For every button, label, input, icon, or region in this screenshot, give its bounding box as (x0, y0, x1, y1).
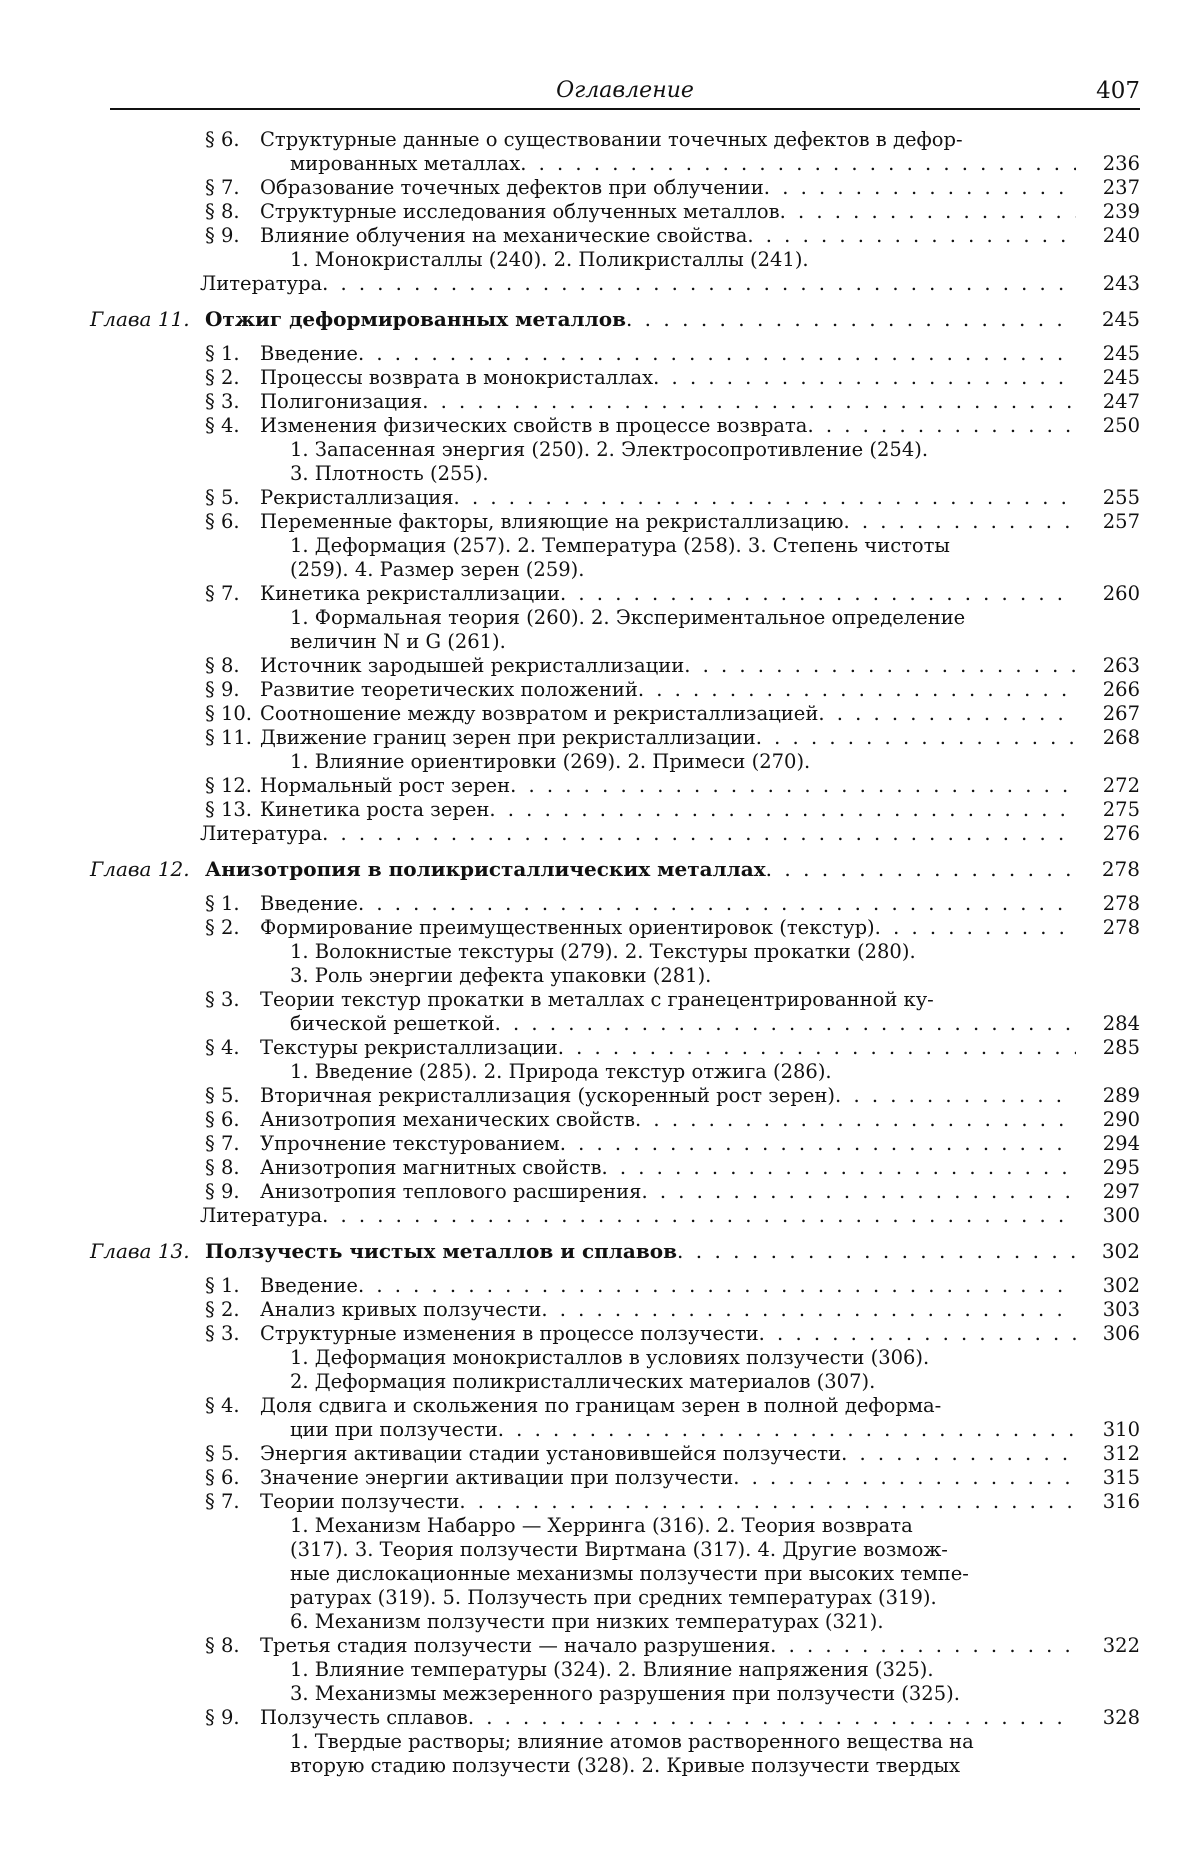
leader-dots: . . . . . . . . . . . . . . . . . . (747, 224, 1076, 248)
entry-text: 1. Деформация (257). 2. Температура (258). 3. Степень чистоты (290, 534, 950, 558)
toc-entry (90, 988, 1140, 1012)
leader-dots (937, 1586, 1076, 1610)
entry-page: 297 (1080, 1180, 1140, 1204)
leader-dots: . . . . . . . . . . . . . . . . . (766, 856, 1076, 882)
toc-entry (90, 582, 1140, 606)
entry-page: 316 (1080, 1490, 1140, 1514)
entry-page: 278 (1080, 916, 1140, 940)
leader-dots (506, 630, 1076, 654)
entry-text: 1. Твердые растворы; влияние атомов растворенного вещества на (290, 1730, 974, 1754)
leader-dots (941, 1394, 1076, 1418)
entry-page: 243 (1080, 272, 1140, 296)
chapter-page: 278 (1080, 856, 1140, 882)
entry-text: 1. Формальная теория (260). 2. Экспериментальное определение (290, 606, 965, 630)
section-number: § 12. (205, 774, 260, 798)
leader-dots (584, 558, 1076, 582)
leader-dots (974, 1730, 1076, 1754)
toc-subentry (90, 438, 1140, 462)
leader-dots: . . . . . . . . . . . . . . . . (780, 200, 1076, 224)
entry-text: Введение (260, 892, 358, 916)
section-number: § 8. (205, 200, 260, 224)
entry-text: Развитие теоретических положений (260, 678, 638, 702)
toc-entry (90, 176, 1140, 200)
entry-text: Теории ползучести (260, 1490, 459, 1514)
entry-page: 275 (1080, 798, 1140, 822)
section-number: § 9. (205, 678, 260, 702)
toc-entry (90, 1634, 1140, 1658)
leader-dots: . . . . . . . . . . . (875, 916, 1076, 940)
entry-text: Текстуры рекристаллизации (260, 1036, 558, 1060)
toc-entry (90, 1466, 1140, 1490)
entry-page: 294 (1080, 1132, 1140, 1156)
leader-dots: . . . . . . . . . . . . . . . . . . . . . . . . . . . . (560, 1132, 1076, 1156)
entry-text: Источник зародышей рекристаллизации (260, 654, 684, 678)
chapter-title: Анизотропия в поликристаллических металлах (205, 856, 766, 882)
entry-text: Нормальный рост зерен (260, 774, 510, 798)
section-number: § 6. (205, 1466, 260, 1490)
entry-text: Соотношение между возвратом и рекристаллизацией (260, 702, 818, 726)
section-number: § 2. (205, 366, 260, 390)
entry-page: 240 (1080, 224, 1140, 248)
entry-text: Анизотропия теплового расширения (260, 1180, 641, 1204)
section-number: § 8. (205, 1156, 260, 1180)
entry-text: ратурах (319). 5. Ползучесть при средних температурах (319). (290, 1586, 937, 1610)
entry-text: (259). 4. Размер зерен (259). (290, 558, 584, 582)
toc-entry (90, 1442, 1140, 1466)
entry-page: 260 (1080, 582, 1140, 606)
entry-page: 322 (1080, 1634, 1140, 1658)
entry-page: 247 (1080, 390, 1140, 414)
entry-text: бической решеткой (290, 1012, 495, 1036)
entry-text: вторую стадию ползучести (328). 2. Кривые ползучести твердых (290, 1754, 960, 1778)
leader-dots (948, 1538, 1076, 1562)
entry-page: 312 (1080, 1442, 1140, 1466)
section-number: § 5. (205, 1442, 260, 1466)
entry-text: Структурные данные о существовании точечных дефектов в дефор- (260, 128, 963, 152)
entry-text: Теории текстур прокатки в металлах с гранецентрированной ку- (260, 988, 934, 1012)
entry-text: 1. Введение (285). 2. Природа текстур отжига (286). (290, 1060, 832, 1084)
entry-text: Ползучесть сплавов (260, 1706, 468, 1730)
entry-text: Энергия активации стадии установившейся ползучести (260, 1442, 841, 1466)
header-rule (110, 108, 1140, 110)
leader-dots: . . . . . . . . . . . . . . . . . . . . . . . . . . . . . . . . . . . . . . . . . (322, 822, 1076, 846)
entry-page: 263 (1080, 654, 1140, 678)
entry-text: Образование точечных дефектов при облучении (260, 176, 764, 200)
toc-subentry (90, 462, 1140, 486)
entry-page: 276 (1080, 822, 1140, 846)
entry-page: 267 (1080, 702, 1140, 726)
table-of-contents (90, 128, 1140, 1778)
toc-entry (90, 892, 1140, 916)
section-number: § 2. (205, 916, 260, 940)
leader-dots (810, 750, 1076, 774)
chapter-label: Глава 13. (90, 1238, 200, 1264)
toc-entry (90, 366, 1140, 390)
chapter-title: Ползучесть чистых металлов и сплавов (205, 1238, 677, 1264)
leader-dots: . . . . . . . . . . . . . . . . . . . . . . . . (641, 1180, 1076, 1204)
entry-page: 328 (1080, 1706, 1140, 1730)
entry-text: Изменения физических свойств в процессе возврата (260, 414, 807, 438)
leader-dots: . . . . . . . . . . . . . . . . . . . . . . . (653, 366, 1076, 390)
chapter-label: Глава 11. (90, 306, 200, 332)
entry-page: 289 (1080, 1084, 1140, 1108)
toc-entry (90, 128, 1140, 152)
toc-subentry (90, 1562, 1140, 1586)
entry-text: 1. Волокнистые текстуры (279). 2. Текстуры прокатки (280). (290, 940, 916, 964)
toc-subentry (90, 1586, 1140, 1610)
entry-text: Формирование преимущественных ориентировок (текстур) (260, 916, 875, 940)
toc-entry (90, 200, 1140, 224)
entry-page: 237 (1080, 176, 1140, 200)
toc-subentry (90, 1682, 1140, 1706)
entry-page: 266 (1080, 678, 1140, 702)
leader-dots: . . . . . . . . . . . . . . . . . . . . . . . . (635, 1108, 1076, 1132)
toc-entry (90, 1108, 1140, 1132)
entry-page: 310 (1080, 1418, 1140, 1442)
leader-dots: . . . . . . . . . . . . . . . . . . . . . . . . . . . . . . . . (489, 798, 1076, 822)
entry-text: Структурные исследования облученных металлов (260, 200, 780, 224)
leader-dots: . . . . . . . . . . . . . . . . . . . . . . . . . . . . . . . . . . (454, 486, 1076, 510)
toc-entry (90, 798, 1140, 822)
entry-page: 290 (1080, 1108, 1140, 1132)
entry-text: 1. Влияние температуры (324). 2. Влияние напряжения (325). (290, 1658, 934, 1682)
entry-text: 3. Плотность (255). (290, 462, 489, 486)
section-number: § 1. (205, 892, 260, 916)
entry-text: 1. Влияние ориентировки (269). 2. Примеси (270). (290, 750, 810, 774)
toc-subentry (90, 940, 1140, 964)
toc-entry (90, 1274, 1140, 1298)
entry-text: Анизотропия магнитных свойств (260, 1156, 601, 1180)
leader-dots (965, 606, 1076, 630)
leader-dots: . . . . . . . . . . . . . . . . . . . . . . . . . . . . (558, 1036, 1076, 1060)
leader-dots (950, 534, 1076, 558)
section-number: § 7. (205, 1490, 260, 1514)
toc-entry (90, 702, 1140, 726)
toc-entry (90, 654, 1140, 678)
entry-page: 302 (1080, 1274, 1140, 1298)
toc-chapter-heading (90, 306, 1140, 332)
leader-dots: . . . . . . . . . . . . . . . . . . . . . . . . . . . . . . . (498, 1418, 1076, 1442)
section-number: § 13. (205, 798, 260, 822)
leader-dots (711, 964, 1076, 988)
leader-dots (934, 988, 1076, 1012)
entry-text: Рекристаллизация (260, 486, 454, 510)
section-number: § 5. (205, 486, 260, 510)
toc-subentry (90, 1538, 1140, 1562)
entry-text: Третья стадия ползучести — начало разрушения (260, 1634, 770, 1658)
chapter-page: 245 (1080, 306, 1140, 332)
running-title: Оглавление (110, 78, 1140, 103)
entry-text: мированных металлах (290, 152, 520, 176)
entry-text: Литература (200, 822, 322, 846)
leader-dots: . . . . . . . . . . . . . . . . . . . . . . . . . . . . . . . . . . . . . . . (358, 342, 1076, 366)
entry-text: 1. Деформация монокристаллов в условиях ползучести (306). (290, 1346, 929, 1370)
toc-entry (90, 1298, 1140, 1322)
toc-subentry (90, 964, 1140, 988)
entry-page: 300 (1080, 1204, 1140, 1228)
toc-entry (90, 1490, 1140, 1514)
section-number: § 3. (205, 988, 260, 1012)
toc-subentry (90, 558, 1140, 582)
leader-dots: . . . . . . . . . . . . . . . . . . . . . . . . . . (601, 1156, 1076, 1180)
toc-chapter-heading (90, 1238, 1140, 1264)
entry-page: 250 (1080, 414, 1140, 438)
entry-text: 6. Механизм ползучести при низких температурах (321). (290, 1610, 884, 1634)
entry-page: 278 (1080, 892, 1140, 916)
entry-text: 1. Монокристаллы (240). 2. Поликристаллы (241). (290, 248, 809, 272)
entry-text: Кинетика роста зерен (260, 798, 489, 822)
entry-text: 3. Механизмы межзеренного разрушения при ползучести (325). (290, 1682, 960, 1706)
leader-dots: . . . . . . . . . . . . . . . . . . . . . . . . . . . . . . . . . . (459, 1490, 1076, 1514)
leader-dots: . . . . . . . . . . . . . . . . . . . . . . . . . . . . . . . . . . . . . . . (358, 1274, 1076, 1298)
toc-subentry (90, 1060, 1140, 1084)
section-number: § 7. (205, 582, 260, 606)
toc-entry (90, 414, 1140, 438)
leader-dots (969, 1562, 1076, 1586)
entry-text: Движение границ зерен при рекристаллизации (260, 726, 756, 750)
entry-page: 272 (1080, 774, 1140, 798)
entry-text: Анизотропия механических свойств (260, 1108, 635, 1132)
chapter-label: Глава 12. (90, 856, 200, 882)
leader-dots: . . . . . . . . . . . . . . . . . . . . . . . . . . . . . . . . . . . . . . . . . (322, 1204, 1076, 1228)
leader-dots: . . . . . . . . . . . . . . . . . . . . . . . . . . . . . . . . (495, 1012, 1076, 1036)
entry-text: Полигонизация (260, 390, 422, 414)
leader-dots: . . . . . . . . . . . . . . . . . (756, 726, 1076, 750)
entry-page: 303 (1080, 1298, 1140, 1322)
leader-dots: . . . . . . . . . . . . . . . . . . . . . . . . . . . . . . (520, 152, 1076, 176)
entry-text: ции при ползучести (290, 1418, 498, 1442)
entry-page: 239 (1080, 200, 1140, 224)
section-number: § 5. (205, 1084, 260, 1108)
leader-dots: . . . . . . . . . . . . . . . (807, 414, 1076, 438)
toc-subentry (90, 1370, 1140, 1394)
leader-dots: . . . . . . . . . . . . . . . . . . . . . . . . . . . . (560, 582, 1076, 606)
leader-dots: . . . . . . . . . . . . . . . . . . . . . . . . . . . . . (541, 1298, 1076, 1322)
leader-dots (963, 128, 1076, 152)
leader-dots: . . . . . . . . . . . . . . . . . (759, 1322, 1076, 1346)
leader-dots (884, 1610, 1076, 1634)
section-number: § 9. (205, 1180, 260, 1204)
entry-text: Кинетика рекристаллизации (260, 582, 560, 606)
toc-subentry (90, 750, 1140, 774)
leader-dots: . . . . . . . . . . . . . . . . . . . . . (684, 654, 1076, 678)
toc-entry (90, 1132, 1140, 1156)
leader-dots: . . . . . . . . . . . . . . . . . . . . . . . . . . . . . . . . . . . . . . . . . (322, 272, 1076, 296)
section-number: § 8. (205, 654, 260, 678)
toc-entry (90, 726, 1140, 750)
toc-literature (90, 272, 1140, 296)
toc-subentry (90, 248, 1140, 272)
toc-subentry (90, 606, 1140, 630)
section-number: § 3. (205, 390, 260, 414)
chapter-title: Отжиг деформированных металлов (205, 306, 626, 332)
toc-subentry (90, 1658, 1140, 1682)
book-page (0, 0, 1200, 1866)
entry-page: 245 (1080, 366, 1140, 390)
entry-text: 2. Деформация поликристаллических материалов (307). (290, 1370, 875, 1394)
entry-text: Анализ кривых ползучести (260, 1298, 541, 1322)
leader-dots (934, 1658, 1076, 1682)
toc-subentry (90, 1514, 1140, 1538)
entry-text: Доля сдвига и скольжения по границам зерен в полной деформа- (260, 1394, 941, 1418)
leader-dots: . . . . . . . . . . . . . . . . . (770, 1634, 1076, 1658)
leader-dots: . . . . . . . . . . . . . (843, 510, 1076, 534)
toc-entry (90, 774, 1140, 798)
entry-page: 284 (1080, 1012, 1140, 1036)
leader-dots (916, 940, 1076, 964)
leader-dots (928, 438, 1076, 462)
entry-page: 268 (1080, 726, 1140, 750)
entry-text: Процессы возврата в монокристаллах (260, 366, 653, 390)
entry-page: 295 (1080, 1156, 1140, 1180)
section-number: § 4. (205, 1036, 260, 1060)
entry-page: 285 (1080, 1036, 1140, 1060)
toc-entry (90, 1394, 1140, 1418)
toc-subentry (90, 1754, 1140, 1778)
section-number: § 6. (205, 1108, 260, 1132)
entry-text: (317). 3. Теория ползучести Виртмана (317). 4. Другие возмож- (290, 1538, 948, 1562)
entry-page: 245 (1080, 342, 1140, 366)
entry-page: 315 (1080, 1466, 1140, 1490)
entry-page: 306 (1080, 1322, 1140, 1346)
entry-page: 236 (1080, 152, 1140, 176)
section-number: § 1. (205, 1274, 260, 1298)
leader-dots: . . . . . . . . . . . . . . . . . . . (733, 1466, 1076, 1490)
section-number: § 8. (205, 1634, 260, 1658)
toc-entry (90, 1012, 1140, 1036)
toc-entry (90, 1156, 1140, 1180)
leader-dots: . . . . . . . . . . . . . . . . . . . . . . . . . . . . . . . . . (468, 1706, 1076, 1730)
toc-entry (90, 510, 1140, 534)
leader-dots: . . . . . . . . . . . . . . . . . . . . . (677, 1238, 1076, 1264)
section-number: § 10. (205, 702, 260, 726)
entry-page: 257 (1080, 510, 1140, 534)
entry-text: Введение (260, 342, 358, 366)
toc-subentry (90, 534, 1140, 558)
section-number: § 11. (205, 726, 260, 750)
chapter-page: 302 (1080, 1238, 1140, 1264)
entry-text: Переменные факторы, влияющие на рекристаллизацию (260, 510, 843, 534)
section-number: § 3. (205, 1322, 260, 1346)
entry-text: Введение (260, 1274, 358, 1298)
entry-text: Литература (200, 1204, 322, 1228)
entry-text: 3. Роль энергии дефекта упаковки (281). (290, 964, 711, 988)
toc-entry (90, 152, 1140, 176)
toc-entry (90, 1036, 1140, 1060)
toc-subentry (90, 1610, 1140, 1634)
leader-dots (875, 1370, 1076, 1394)
entry-text: Литература (200, 272, 322, 296)
leader-dots: . . . . . . . . . . . . . . . . . . . . . . . . (626, 306, 1076, 332)
section-number: § 9. (205, 224, 260, 248)
leader-dots (929, 1346, 1076, 1370)
leader-dots: . . . . . . . . . . . . . . (818, 702, 1076, 726)
leader-dots: . . . . . . . . . . . . . (835, 1084, 1076, 1108)
toc-entry (90, 342, 1140, 366)
toc-literature (90, 822, 1140, 846)
leader-dots (809, 248, 1076, 272)
running-header (110, 78, 1140, 108)
leader-dots (960, 1754, 1076, 1778)
section-number: § 2. (205, 1298, 260, 1322)
leader-dots (960, 1682, 1076, 1706)
toc-entry (90, 390, 1140, 414)
toc-entry (90, 1084, 1140, 1108)
leader-dots: . . . . . . . . . . . . . . . . . . . . . . . . . . . . . . . (510, 774, 1076, 798)
leader-dots: . . . . . . . . . . . . . (841, 1442, 1076, 1466)
entry-text: ные дислокационные механизмы ползучести при высоких темпе- (290, 1562, 969, 1586)
entry-text: Упрочнение текстурованием (260, 1132, 560, 1156)
section-number: § 7. (205, 1132, 260, 1156)
toc-entry (90, 1706, 1140, 1730)
toc-literature (90, 1204, 1140, 1228)
leader-dots: . . . . . . . . . . . . . . . . . . . . . . . . (638, 678, 1076, 702)
entry-text: Влияние облучения на механические свойства (260, 224, 747, 248)
page-number: 407 (1096, 78, 1140, 104)
entry-text: Вторичная рекристаллизация (ускоренный рост зерен) (260, 1084, 835, 1108)
toc-entry (90, 678, 1140, 702)
section-number: § 6. (205, 510, 260, 534)
toc-entry (90, 224, 1140, 248)
entry-text: величин N и G (261). (290, 630, 506, 654)
toc-entry (90, 486, 1140, 510)
toc-subentry (90, 630, 1140, 654)
section-number: § 7. (205, 176, 260, 200)
toc-entry (90, 1322, 1140, 1346)
leader-dots: . . . . . . . . . . . . . . . . . . . . . . . . . . . . . . . . . . . . . . . (358, 892, 1076, 916)
entry-text: 1. Механизм Набарро — Херринга (316). 2. Теория возврата (290, 1514, 913, 1538)
toc-entry (90, 1418, 1140, 1442)
leader-dots (913, 1514, 1076, 1538)
toc-chapter-heading (90, 856, 1140, 882)
toc-subentry (90, 1346, 1140, 1370)
leader-dots (832, 1060, 1076, 1084)
leader-dots: . . . . . . . . . . . . . . . . . . . . . . . . . . . . . . . . . . . . (422, 390, 1076, 414)
toc-subentry (90, 1730, 1140, 1754)
section-number: § 4. (205, 414, 260, 438)
entry-text: Значение энергии активации при ползучести (260, 1466, 733, 1490)
entry-page: 255 (1080, 486, 1140, 510)
entry-text: Структурные изменения в процессе ползучести (260, 1322, 759, 1346)
toc-entry (90, 916, 1140, 940)
toc-entry (90, 1180, 1140, 1204)
leader-dots: . . . . . . . . . . . . . . . . . (764, 176, 1076, 200)
entry-text: 1. Запасенная энергия (250). 2. Электросопротивление (254). (290, 438, 928, 462)
section-number: § 9. (205, 1706, 260, 1730)
section-number: § 1. (205, 342, 260, 366)
section-number: § 4. (205, 1394, 260, 1418)
section-number: § 6. (205, 128, 260, 152)
leader-dots (489, 462, 1076, 486)
